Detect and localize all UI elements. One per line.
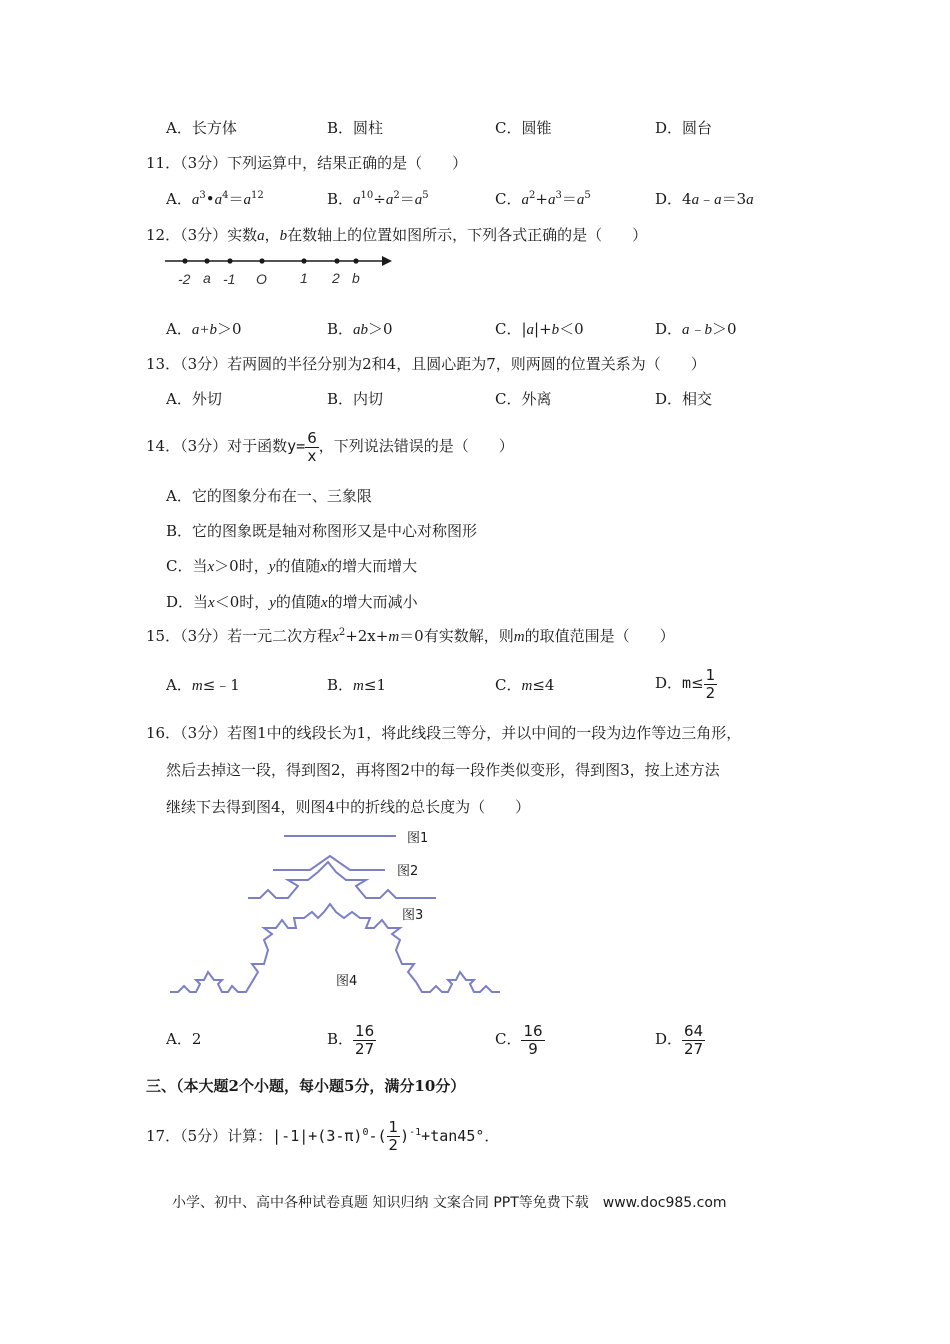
q17-expression: $|-1|+(3-\pi)^0-$( $\frac{1}{2}$ )$^{-1}$+tan45° — [272, 1118, 485, 1154]
tick-label-minus-1: -1 — [223, 271, 236, 287]
q11-option-d: D．4a﹣a＝3a — [655, 190, 754, 208]
koch-curve-figure — [160, 822, 510, 1002]
q10-option-a: A．长方体 — [166, 119, 237, 137]
tick-label-minus-2: -2 — [178, 271, 191, 287]
number-line-figure — [160, 250, 400, 290]
tick-label-b: b — [352, 270, 360, 286]
section-3-heading: 三、（本大题2个小题，每小题5分，满分10分） — [146, 1077, 466, 1095]
q13-option-b: B．内切 — [327, 390, 384, 408]
q11-stem: 11．（3分）下列运算中，结果正确的是（ ） — [146, 154, 468, 172]
q13-option-a: A．外切 — [166, 390, 222, 408]
q12-option-d: D．a﹣b＞0 — [655, 320, 737, 338]
page-footer: 小学、初中、高中各种试卷真题 知识归纳 文案合同 PPT等免费下载 www.doc985.com — [172, 1195, 727, 1211]
q12-stem: 12．（3分）实数a，b在数轴上的位置如图所示，下列各式正确的是（ ） — [146, 226, 648, 244]
q13-option-c: C．外离 — [495, 390, 552, 408]
q16-option-c: C． $\frac{16}{9}$ — [495, 1021, 543, 1058]
q12-option-b: B．ab＞0 — [327, 320, 393, 338]
tick-label-2: 2 — [332, 270, 340, 286]
q14-option-c: C．当x＞0时，y的值随x的增大而增大 — [166, 557, 418, 575]
q16-line-1: 16．（3分）若图1中的线段长为1，将此线段三等分，并以中间的一段为边作等边三角形， — [146, 724, 742, 742]
point-a — [204, 258, 209, 263]
q11-option-c: C．$a^2+a^3=a^5$ — [495, 190, 591, 208]
number-line-arrow-icon — [382, 256, 392, 266]
q12-option-c: C．|a|+b＜0 — [495, 320, 584, 338]
q17-stem: 17．（5分）计算：$|-1|+(3-\pi)^0-$( $\frac{1}{2}$ )$^{-1}$+tan45°． — [146, 1118, 500, 1154]
q16-option-a: A．2 — [166, 1030, 202, 1048]
q13-option-d: D．相交 — [655, 390, 713, 408]
q15-d-fraction: $\frac{1}{2}$ — [705, 665, 716, 702]
figure-4-curve — [170, 904, 500, 992]
q14-option-d: D．当x＜0时，y的值随x的增大而减小 — [166, 593, 418, 611]
q15-stem: 15．（3分）若一元二次方程$x^2+2x+m=0$有实数解，则m的取值范围是（ ） — [146, 627, 675, 645]
q15-option-a: A．m≤﹣1 — [166, 676, 240, 694]
figure-3-label: 图3 — [402, 908, 424, 923]
q13-stem: 13．（3分）若两圆的半径分别为2和4，且圆心距为7，则两圆的位置关系为（ ） — [146, 355, 706, 373]
q16-option-b: B． $\frac{16}{27}$ — [327, 1021, 375, 1058]
q10-option-c: C．圆锥 — [495, 119, 552, 137]
point-1 — [301, 258, 306, 263]
q12-option-a: A．a+b＞0 — [166, 320, 242, 338]
q10-option-b: B．圆柱 — [327, 119, 384, 137]
point-minus-1 — [227, 258, 232, 263]
point-2 — [334, 258, 339, 263]
q14-option-b: B．它的图象既是轴对称图形又是中心对称图形 — [166, 522, 478, 540]
q16-line-2: 然后去掉这一段，得到图2，再将图2中的每一段作类似变形，得到图3，按上述方法 — [166, 761, 720, 779]
figure-4-label: 图4 — [336, 974, 358, 989]
tick-label-a: a — [203, 270, 211, 286]
tick-label-origin: O — [256, 271, 267, 287]
figure-2-label: 图2 — [397, 864, 419, 879]
tick-label-1: 1 — [300, 270, 308, 286]
point-origin — [259, 258, 264, 263]
q14-stem: 14．（3分）对于函数y= $\frac{6}{x}$ ，下列说法错误的是（ ） — [146, 428, 514, 465]
q14-option-a: A．它的图象分布在一、三象限 — [166, 487, 372, 505]
q16-d-fraction: $\frac{64}{27}$ — [684, 1021, 704, 1058]
q11-option-a: A．$a^3•a^4=a^{12}$ — [166, 190, 264, 208]
q16-line-3: 继续下去得到图4，则图4中的折线的总长度为（ ） — [166, 798, 531, 816]
q11-option-b: B．$a^{10}\div a^2=a^5$ — [327, 190, 429, 208]
point-b — [353, 258, 358, 263]
figure-1-label: 图1 — [407, 831, 429, 846]
q15-option-d: D．m≤ $\frac{1}{2}$ — [655, 665, 716, 702]
q17-fraction: $\frac{1}{2}$ — [388, 1118, 399, 1154]
q16-c-fraction: $\frac{16}{9}$ — [523, 1021, 543, 1058]
q16-b-fraction: $\frac{16}{27}$ — [355, 1021, 375, 1058]
q10-option-d: D．圆台 — [655, 119, 713, 137]
q16-option-d: D． $\frac{64}{27}$ — [655, 1021, 704, 1058]
q14-fraction: $\frac{6}{x}$ — [307, 428, 317, 465]
point-minus-2 — [182, 258, 187, 263]
q15-option-b: B．m≤1 — [327, 676, 386, 694]
q15-option-c: C．m≤4 — [495, 676, 555, 694]
